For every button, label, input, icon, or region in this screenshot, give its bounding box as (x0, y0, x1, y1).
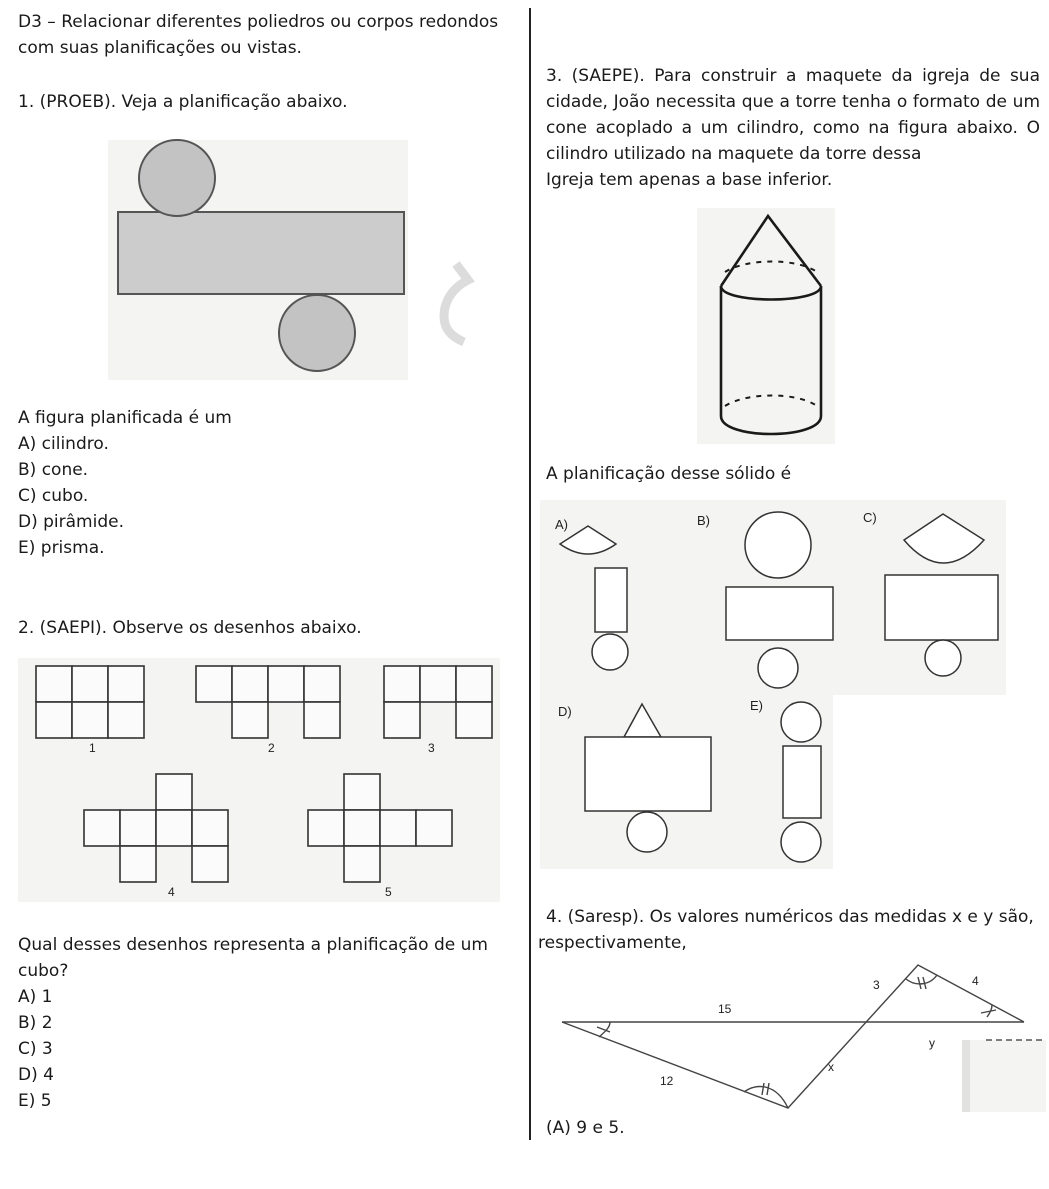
q1-net-bottom-circle (279, 295, 355, 371)
q4-label-3: 3 (873, 978, 880, 992)
q3-option-b-letter: B) (697, 513, 710, 528)
q3-cylinder-base-front (721, 416, 821, 434)
q3-cone-base-front (721, 286, 821, 300)
q2-net-3 (384, 666, 492, 738)
q1-prompt: 1. (PROEB). Veja a planificação abaixo. (18, 92, 348, 112)
q1-option-b: B) cone. (18, 460, 89, 480)
q1-net-rectangle (118, 212, 404, 294)
column-divider (529, 8, 531, 1140)
q3-option-c-letter: C) (863, 510, 877, 525)
q1-option-e: E) prisma. (18, 538, 105, 558)
q3-option-e-net (781, 702, 821, 862)
q4-angle-tick-top-1 (918, 977, 921, 989)
q2-option-c: C) 3 (18, 1039, 53, 1059)
q4-triangle-sides (562, 965, 1024, 1108)
q1-option-c: C) cubo. (18, 486, 89, 506)
q2-net-label-2: 2 (268, 741, 275, 755)
q4-angle-tick-bottom-1 (762, 1083, 764, 1095)
q4-option-a: (A) 9 e 5. (546, 1118, 625, 1138)
q2-option-e: E) 5 (18, 1091, 52, 1111)
q2-net-label-5: 5 (385, 885, 392, 899)
header-line-2: com suas planificações ou vistas. (18, 38, 302, 58)
q1-option-d: D) pirâmide. (18, 512, 124, 532)
q2-question-line-2: cubo? (18, 961, 69, 981)
q3-text-line-5: Igreja tem apenas a base inferior. (546, 170, 833, 190)
q4-label-4: 4 (972, 974, 979, 988)
q4-angle-tick-bottom-2 (767, 1083, 769, 1095)
q2-question-line-1: Qual desses desenhos representa a planificação de um (18, 935, 488, 955)
q4-angle-arc-top (906, 975, 937, 984)
q2-net-label-4: 4 (168, 885, 175, 899)
q3-options-figure (540, 500, 1010, 870)
q3-statement: A planificação desse sólido é (546, 464, 792, 484)
q3-option-b-net (726, 512, 833, 688)
q2-net-5 (308, 774, 452, 882)
q2-net-label-1: 1 (89, 741, 96, 755)
q3-option-a-net (560, 526, 628, 670)
q3-option-a-letter: A) (555, 517, 568, 532)
q1-cylinder-net-figure (108, 140, 408, 380)
q4-label-y: y (929, 1036, 935, 1050)
q2-option-a: A) 1 (18, 987, 53, 1007)
q4-angle-tick-right (981, 1010, 996, 1013)
q3-text-line-2: cidade, João necessita que a torre tenha o formato de um (546, 92, 1040, 112)
q4-text-line-2: respectivamente, (538, 933, 687, 953)
header-line-1: D3 – Relacionar diferentes poliedros ou corpos redondos (18, 12, 499, 32)
q4-label-15: 15 (718, 1002, 732, 1016)
q1-net-top-circle (139, 140, 215, 216)
q4-label-12: 12 (660, 1074, 674, 1088)
q2-option-d: D) 4 (18, 1065, 54, 1085)
q3-text-line-4: cilindro utilizado na maquete da torre dessa (546, 144, 922, 164)
q2-net-label-3: 3 (428, 741, 435, 755)
q2-net-1 (36, 666, 144, 738)
q3-option-e-letter: E) (750, 698, 763, 713)
q3-cylinder-base-back (725, 396, 817, 407)
q3-cone-sides (721, 216, 821, 286)
q2-option-b: B) 2 (18, 1013, 53, 1033)
q3-tower-figure (697, 208, 835, 444)
q4-triangles-figure (540, 955, 1030, 1115)
q4-text-line-1: 4. (Saresp). Os valores numéricos das medidas x e y são, (546, 907, 1034, 927)
q4-cropped-corner (962, 1036, 1046, 1112)
q1-option-a: A) cilindro. (18, 434, 109, 454)
watermark-mark (430, 258, 476, 348)
q2-net-4 (84, 774, 228, 882)
q1-statement: A figura planificada é um (18, 408, 232, 428)
q2-net-2 (196, 666, 340, 738)
q2-prompt: 2. (SAEPI). Observe os desenhos abaixo. (18, 618, 362, 638)
q2-nets-figure (18, 658, 500, 902)
q3-text-line-1: 3. (SAEPE). Para construir a maquete da igreja de sua (546, 66, 1040, 86)
q3-option-d-letter: D) (558, 704, 572, 719)
q3-option-c-net (885, 514, 998, 676)
q3-option-d-net (585, 704, 711, 852)
q3-text-line-3: cone acoplado a um cilindro, como na figura abaixo. O (546, 118, 1040, 138)
q4-label-x: x (828, 1060, 834, 1074)
